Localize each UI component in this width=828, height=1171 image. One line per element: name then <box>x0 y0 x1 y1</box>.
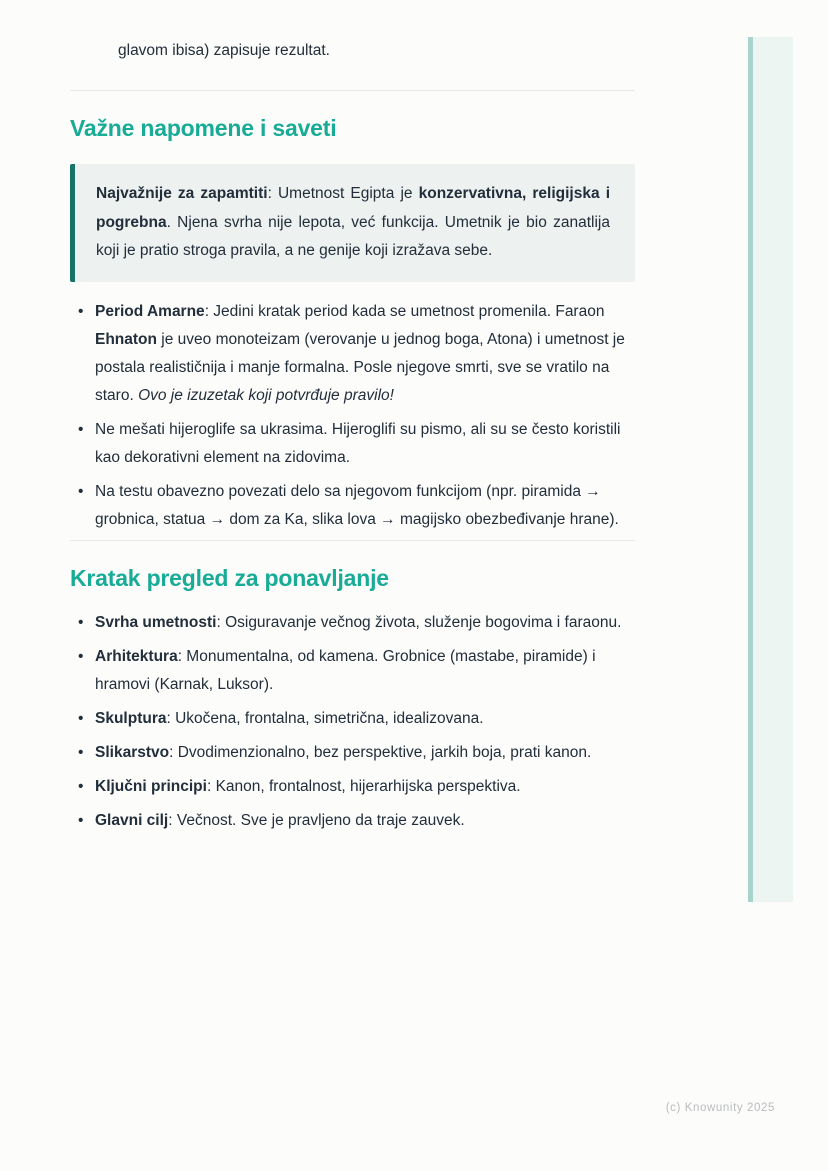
text-run: konzervativna, religijska i pogrebna <box>96 185 611 231</box>
list-item <box>70 478 635 534</box>
section-divider <box>70 540 635 541</box>
text-run: . Njena svrha nije lepota, već funkcija. Umetnik je bio zanatlija koji je pratio stroga pravila, a ne genije koji izražava sebe. <box>96 213 610 259</box>
section-title-napomene: Važne napomene i saveti <box>70 115 337 141</box>
text-run: Glavni cilj <box>95 811 169 829</box>
page-content <box>70 0 635 841</box>
list-item <box>70 298 635 410</box>
list-item <box>70 807 635 835</box>
text-run: Arhitektura <box>95 647 178 665</box>
text-run: : Kanon, frontalnost, hijerarhijska perspektiva. <box>206 777 521 795</box>
side-accent-strip <box>748 37 793 902</box>
section-title-pregled: Kratak pregled za ponavljanje <box>70 564 389 591</box>
callout-text <box>96 180 610 266</box>
list-item <box>70 705 635 733</box>
text-run: je uveo monoteizam (verovanje u jednog boga, Atona) i umetnost je postala realističnija i manje formalna. Posle njegove smrti, sve se vratilo na staro. <box>95 330 625 404</box>
text-run: Ovo je izuzetak koji potvrđuje pravilo! <box>138 386 394 404</box>
text-run: : Dvodimenzionalno, bez perspektive, jarkih boja, prati kanon. <box>169 743 592 761</box>
section-divider <box>70 90 635 91</box>
text-run: Svrha umetnosti <box>95 613 217 631</box>
continuation-text: glavom ibisa) zapisuje rezultat. <box>118 42 330 59</box>
text-run: : Monumentalna, od kamena. Grobnice (mastabe, piramide) i hramovi (Karnak, Luksor). <box>95 647 596 693</box>
text-run: Ključni principi <box>95 777 207 795</box>
notes-list <box>70 298 635 534</box>
text-run: : Jedini kratak period kada se umetnost promenila. Faraon <box>204 302 605 320</box>
text-run: : Večnost. Sve je pravljeno da traje zauvek. <box>168 811 465 829</box>
text-run: Slikarstvo <box>95 743 170 761</box>
list-item <box>70 609 635 637</box>
footer-credit: (c) Knowunity 2025 <box>665 1102 775 1114</box>
text-run: Skulptura <box>95 709 167 727</box>
text-run: Ehnaton <box>95 330 157 348</box>
text-run: : Osiguravanje večnog života, služenje bogovima i faraonu. <box>216 613 622 631</box>
text-run: : Umetnost Egipta je <box>267 185 419 202</box>
important-note-callout <box>70 164 635 282</box>
list-item <box>70 773 635 801</box>
list-item <box>70 416 635 472</box>
text-run: Ne mešati hijeroglife sa ukrasima. Hijeroglifi su pismo, ali su se često koristili kao dekorativni element na zidovima. <box>95 420 621 466</box>
text-run: Period Amarne <box>95 302 205 320</box>
list-item <box>70 739 635 767</box>
list-item <box>70 643 635 699</box>
text-run: Na testu obavezno povezati delo sa njegovom funkcijom (npr. piramida → grobnica, statua → dom za Ka, slika lova → magijsko obezbeđivanje hrane). <box>95 482 619 528</box>
review-list <box>70 609 635 835</box>
text-run: Najvažnije za zapamtiti <box>96 185 268 202</box>
text-run: : Ukočena, frontalna, simetrična, idealizovana. <box>166 709 484 727</box>
